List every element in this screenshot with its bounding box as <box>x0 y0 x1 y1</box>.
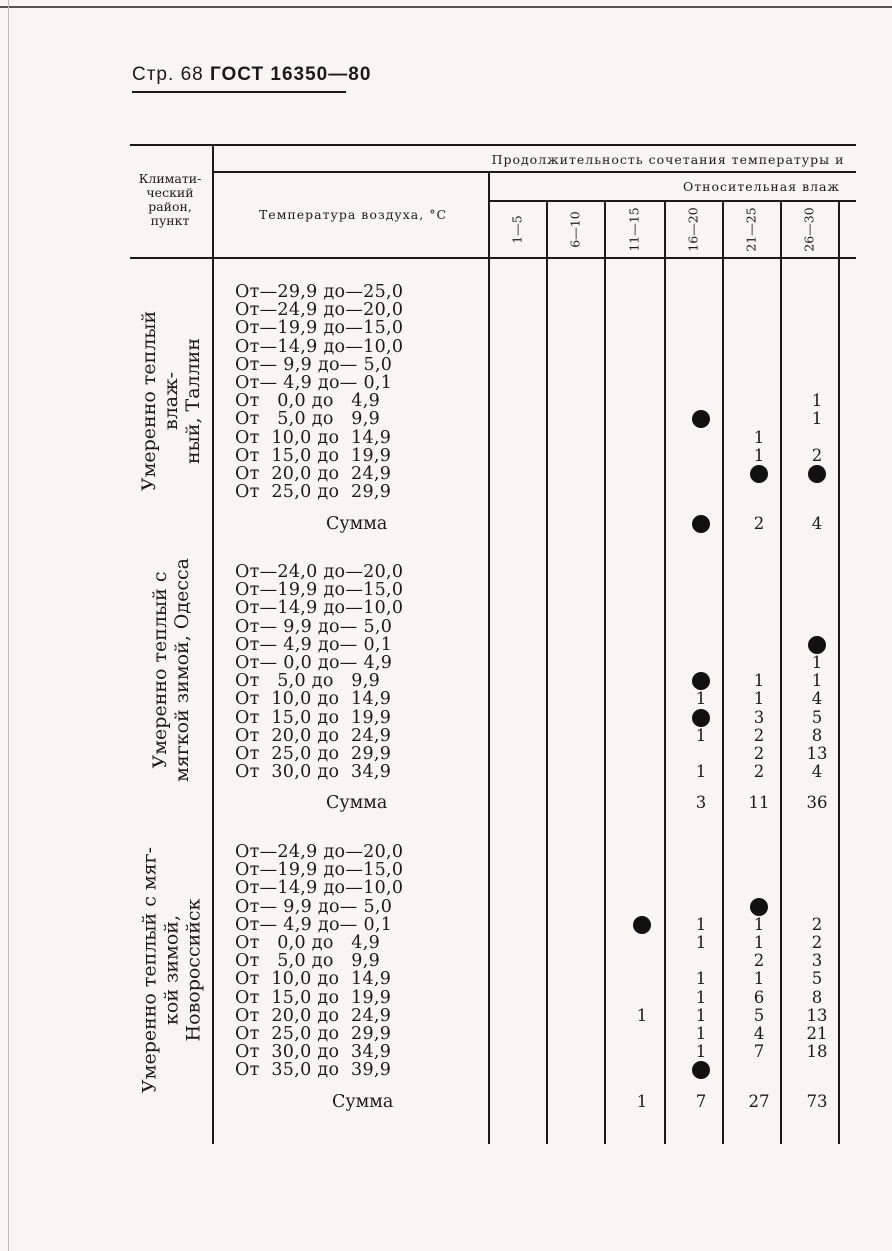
vline-col-0 <box>488 172 490 1144</box>
temperature-range-row: От—24,0 до—20,0 <box>235 562 404 582</box>
sum-cell: 1 <box>636 1092 648 1111</box>
duration-cell: 2 <box>753 744 765 763</box>
duration-cell: 1 <box>811 653 823 672</box>
temperature-range-row: От 5,0 до 9,9 <box>235 951 381 972</box>
humidity-header: Относительная влаж <box>683 179 840 194</box>
temperature-range-row: От 0,0 до 4,9 <box>235 933 381 953</box>
temperature-range-row: От 20,0 до 24,9 <box>235 464 392 484</box>
duration-cell: 4 <box>753 1024 765 1043</box>
duration-cell: 13 <box>806 744 828 763</box>
range-header-2: 11—15 <box>626 207 642 252</box>
vline-col-4 <box>722 200 724 1144</box>
temperature-range-row: От 30,0 до 34,9 <box>235 762 392 783</box>
duration-cell: 1 <box>753 969 765 989</box>
duration-dot-marker <box>808 465 826 483</box>
temperature-range-row: От 25,0 до 29,9 <box>235 744 392 764</box>
page-number: 68 <box>180 64 204 85</box>
duration-dot-marker <box>692 515 710 533</box>
temperature-range-row: От 10,0 до 14,9 <box>235 969 392 990</box>
sum-cell: 7 <box>695 1092 707 1111</box>
duration-cell: 18 <box>806 1042 828 1062</box>
duration-cell: 1 <box>695 914 707 934</box>
range-header-4: 21—25 <box>743 207 759 252</box>
temperature-range-row: От—24,9 до—20,0 <box>235 300 404 321</box>
region-label: Умеренно теплый с мяг- кой зимой, Новороссийск <box>137 847 204 1094</box>
page-header <box>132 64 371 86</box>
temperature-range-row: От 25,0 до 29,9 <box>235 482 392 503</box>
sum-cell: 2 <box>753 514 765 533</box>
duration-cell: 1 <box>695 969 707 989</box>
temperature-range-row: От 30,0 до 34,9 <box>235 1042 392 1063</box>
temperature-range-row: От 35,0 до 39,9 <box>235 1060 392 1081</box>
duration-cell: 5 <box>811 707 823 727</box>
vline-col-6 <box>838 200 840 1144</box>
duration-cell: 1 <box>695 933 707 952</box>
duration-cell: 3 <box>811 951 823 971</box>
duration-cell: 1 <box>636 1005 648 1025</box>
page-label: Стр. <box>132 64 175 85</box>
sum-cell: 3 <box>695 793 707 812</box>
region-label: Умеренно теплый влаж- ный, Таллин <box>137 311 204 492</box>
duration-cell: 1 <box>753 914 765 934</box>
temperature-range-row: От—14,9 до—10,0 <box>235 336 404 357</box>
duration-cell: 2 <box>753 762 765 782</box>
duration-cell: 1 <box>695 725 707 745</box>
duration-cell: 4 <box>811 762 823 782</box>
duration-cell: 1 <box>695 689 707 709</box>
temperature-range-row: От— 4,9 до— 0,1 <box>235 634 393 655</box>
temperature-range-row: От 10,0 до 14,9 <box>235 427 392 448</box>
vline-col-5 <box>780 200 782 1144</box>
duration-cell: 3 <box>753 707 765 727</box>
range-header-5: 26—30 <box>801 207 817 252</box>
sum-label: Сумма <box>326 514 388 534</box>
temperature-column-header: Температура воздуха, °С <box>258 207 448 222</box>
vline-col-3 <box>664 200 666 1144</box>
sum-label: Сумма <box>332 1092 394 1112</box>
vline-col-2 <box>604 200 606 1144</box>
header-underline <box>132 91 346 93</box>
duration-cell: 1 <box>753 689 765 709</box>
duration-dot-marker <box>692 1061 710 1079</box>
duration-cell: 1 <box>811 391 823 411</box>
temperature-range-row: От—19,9 до—15,0 <box>235 860 404 881</box>
temperature-range-row: От—24,9 до—20,0 <box>235 842 404 862</box>
duration-cell: 7 <box>753 1042 765 1062</box>
temperature-range-row: От 25,0 до 29,9 <box>235 1024 392 1044</box>
duration-cell: 1 <box>753 445 765 465</box>
region-label: Умеренно теплый с мягкой зимой, Одесса <box>148 558 193 783</box>
vline-col-1 <box>546 200 548 1144</box>
temperature-range-row: От— 9,9 до— 5,0 <box>235 354 393 375</box>
temperature-range-row: От— 9,9 до— 5,0 <box>235 616 393 637</box>
header-mid-rule <box>214 171 856 173</box>
duration-cell: 1 <box>753 671 765 691</box>
sum-cell: 36 <box>806 793 828 812</box>
duration-dot-marker <box>808 636 826 654</box>
temperature-range-row: От 15,0 до 19,9 <box>235 987 392 1008</box>
duration-cell: 1 <box>811 671 823 691</box>
duration-cell: 1 <box>695 1005 707 1025</box>
temperature-range-row: От—19,9 до—15,0 <box>235 580 404 601</box>
duration-cell: 2 <box>811 933 823 952</box>
duration-cell: 2 <box>753 951 765 971</box>
temperature-range-row: От 15,0 до 19,9 <box>235 707 392 728</box>
temperature-range-row: От 15,0 до 19,9 <box>235 445 392 466</box>
temperature-range-row: От— 0,0 до— 4,9 <box>235 653 393 673</box>
sum-cell: 4 <box>811 514 823 533</box>
temperature-range-row: От 20,0 до 24,9 <box>235 1005 392 1026</box>
duration-cell: 1 <box>695 1024 707 1043</box>
duration-header: Продолжительность сочетания температуры и <box>491 152 845 167</box>
temperature-range-row: От— 4,9 до— 0,1 <box>235 914 393 935</box>
page-left-edge <box>8 0 9 1251</box>
sum-cell: 11 <box>748 793 770 812</box>
climate-column-header: Климати- ческий район, пункт <box>138 171 202 228</box>
vline-climate-temp <box>212 144 214 1144</box>
temperature-range-row: От 0,0 до 4,9 <box>235 391 381 412</box>
duration-cell: 4 <box>811 689 823 709</box>
range-header-3: 16—20 <box>685 207 701 252</box>
temperature-range-row: От 5,0 до 9,9 <box>235 409 381 430</box>
standard-number: ГОСТ 16350—80 <box>209 64 372 85</box>
duration-dot-marker <box>692 410 710 428</box>
duration-cell: 2 <box>753 725 765 745</box>
duration-cell: 8 <box>811 725 823 745</box>
duration-dot-marker <box>750 898 768 916</box>
duration-cell: 1 <box>695 1042 707 1062</box>
duration-cell: 6 <box>753 987 765 1007</box>
duration-dot-marker <box>633 916 651 934</box>
range-header-1: 6—10 <box>567 211 583 248</box>
temperature-range-row: От— 4,9 до— 0,1 <box>235 373 393 393</box>
range-header-0: 1—5 <box>509 215 525 244</box>
temperature-range-row: От— 9,9 до— 5,0 <box>235 896 393 917</box>
duration-dot-marker <box>692 709 710 727</box>
temperature-range-row: От—29,9 до—25,0 <box>235 282 404 302</box>
duration-cell: 1 <box>753 427 765 447</box>
temperature-range-row: От 20,0 до 24,9 <box>235 725 392 746</box>
duration-cell: 1 <box>695 762 707 782</box>
sum-label: Сумма <box>326 793 388 813</box>
temperature-range-row: От 10,0 до 14,9 <box>235 689 392 710</box>
duration-cell: 8 <box>811 987 823 1007</box>
duration-cell: 21 <box>806 1024 828 1043</box>
sum-cell: 27 <box>748 1092 770 1111</box>
duration-cell: 13 <box>806 1005 828 1025</box>
duration-dot-marker <box>750 465 768 483</box>
temperature-range-row: От—14,9 до—10,0 <box>235 598 404 619</box>
sum-cell: 73 <box>806 1092 828 1111</box>
duration-dot-marker <box>692 672 710 690</box>
table-top-rule <box>130 144 856 146</box>
page-top-rule <box>0 6 892 8</box>
duration-cell: 2 <box>811 445 823 465</box>
temperature-range-row: От—14,9 до—10,0 <box>235 878 404 899</box>
duration-cell: 1 <box>811 409 823 429</box>
temperature-range-row: От 5,0 до 9,9 <box>235 671 381 692</box>
duration-cell: 5 <box>753 1005 765 1025</box>
duration-cell: 1 <box>695 987 707 1007</box>
duration-cell: 2 <box>811 914 823 934</box>
temperature-range-row: От—19,9 до—15,0 <box>235 318 404 339</box>
duration-cell: 5 <box>811 969 823 989</box>
duration-cell: 1 <box>753 933 765 952</box>
